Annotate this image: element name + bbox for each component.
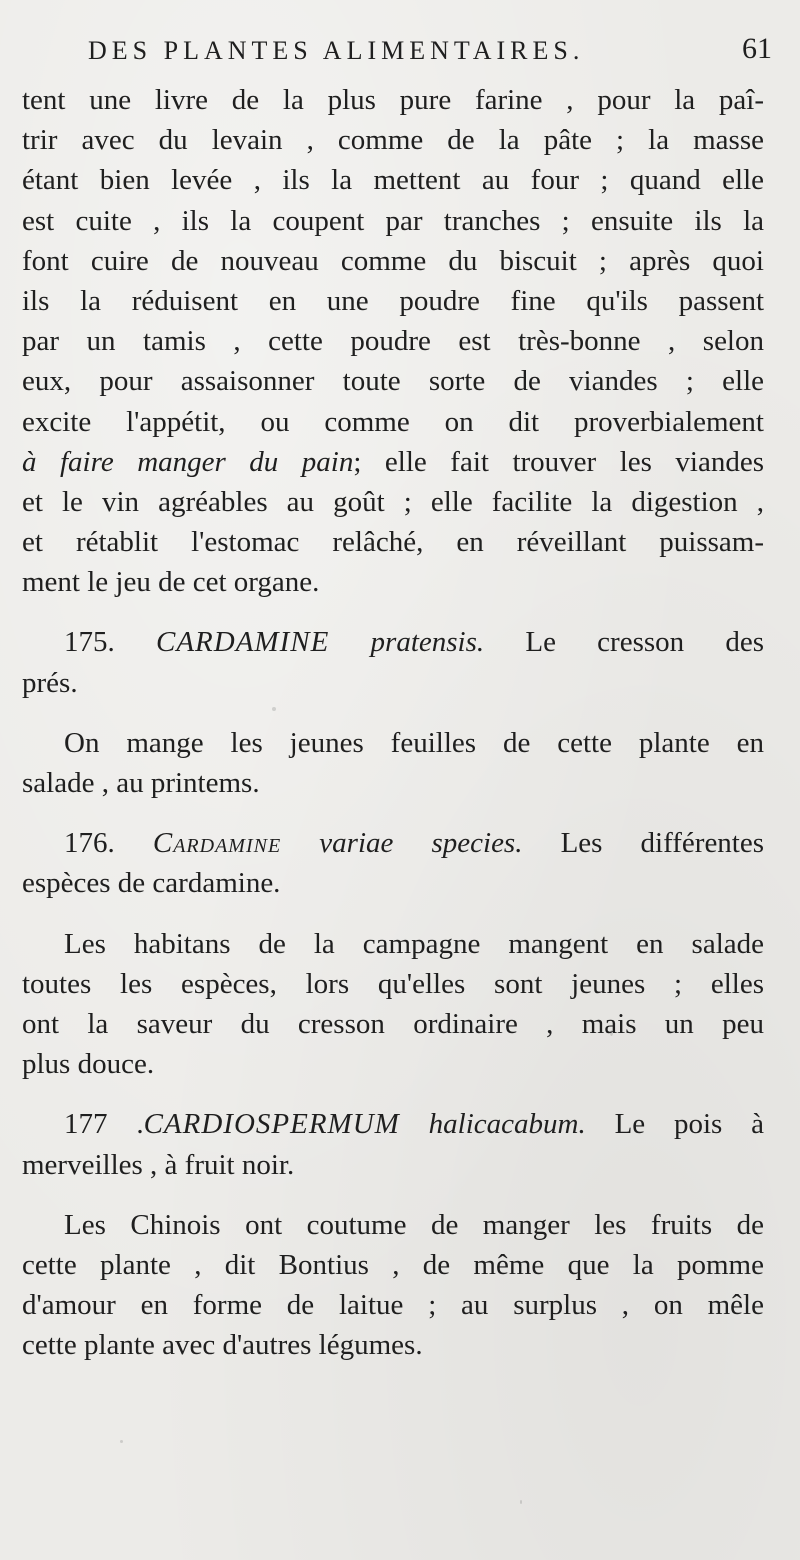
- entry-common-name: Les différentes: [560, 827, 765, 860]
- entry-body-line: d'amour en forme de laitue ; au surplus , on mêle: [22, 1289, 764, 1322]
- text-line: ils la réduisent en une poudre fine qu'ils passent: [22, 284, 764, 317]
- entry-heading-177-cont: merveilles , à fruit noir.: [22, 1148, 295, 1181]
- text-line: [22, 442, 764, 482]
- page-number: 61: [742, 32, 772, 65]
- entry-body-line: Les Chinois ont coutume de manger les fruits de: [64, 1208, 764, 1241]
- entry-number: 175.: [64, 626, 115, 659]
- entry-body-line: Les habitans de la campagne mangent en salade: [64, 927, 764, 960]
- paper-speck: [120, 1440, 123, 1443]
- paper-speck: [272, 707, 276, 711]
- paper-speck: [520, 1500, 522, 1504]
- text-line: est cuite , ils la coupent par tranches ; ensuite ils la: [22, 204, 764, 237]
- text-line: excite l'appétit, ou comme on dit proverbialement: [22, 405, 764, 438]
- entry-heading-175-cont: prés.: [22, 666, 78, 699]
- entry-heading-177: [22, 1104, 764, 1144]
- text-line: font cuire de nouveau comme du biscuit ; après quoi: [22, 244, 764, 277]
- text-line: eux, pour assaisonner toute sorte de viandes ; elle: [22, 365, 764, 398]
- entry-body-line: salade , au printems.: [22, 767, 260, 799]
- entry-genus: Cardamine: [152, 827, 282, 860]
- entry-body-line: toutes les espèces, lors qu'elles sont jeunes ; elles: [22, 967, 764, 1000]
- entry-species: halicacabum.: [428, 1108, 586, 1141]
- entry-genus: CARDAMINE: [155, 626, 330, 659]
- entry-species: variae species.: [319, 827, 523, 860]
- text-line: et le vin agréables au goût ; elle facilite la digestion ,: [22, 485, 764, 518]
- entry-number: 177 .: [64, 1108, 144, 1141]
- running-head-title: DES PLANTES ALIMENTAIRES.: [88, 36, 585, 65]
- entry-heading-176-cont: espèces de cardamine.: [22, 867, 281, 900]
- entry-genus: CARDIOSPERMUM: [143, 1108, 400, 1141]
- text-line: par un tamis , cette poudre est très-bonne , selon: [22, 325, 764, 358]
- entry-body-line: ont la saveur du cresson ordinaire , mais un peu: [22, 1007, 764, 1040]
- text-line-rest: ; elle fait trouver les viandes: [353, 445, 764, 478]
- entry-body-line: cette plante avec d'autres légumes.: [22, 1329, 423, 1362]
- entry-body-line: plus douce.: [22, 1048, 155, 1081]
- paper-speck: [610, 1030, 613, 1036]
- text-line: ment le jeu de cet organe.: [22, 566, 320, 599]
- entry-heading-175: [22, 622, 764, 662]
- text-line: et rétablit l'estomac relâché, en réveillant puissam-: [22, 526, 764, 559]
- page-text: [22, 80, 764, 1365]
- running-head: [70, 30, 772, 74]
- entry-species: pratensis.: [370, 626, 485, 659]
- text-line: étant bien levée , ils la mettent au four ; quand elle: [22, 164, 764, 197]
- italic-phrase: à faire manger du pain: [22, 445, 354, 478]
- text-line: trir avec du levain , comme de la pâte ; la masse: [22, 124, 764, 157]
- entry-body-line: On mange les jeunes feuilles de cette plante en: [64, 726, 764, 759]
- entry-body-line: cette plante , dit Bontius , de même que la pomme: [22, 1248, 764, 1281]
- entry-common-name: Le pois à: [614, 1108, 765, 1141]
- entry-heading-176: [22, 823, 764, 863]
- entry-number: 176.: [64, 827, 115, 860]
- text-line: tent une livre de la plus pure farine , pour la paî-: [22, 84, 764, 116]
- entry-common-name: Le cresson des: [525, 626, 765, 659]
